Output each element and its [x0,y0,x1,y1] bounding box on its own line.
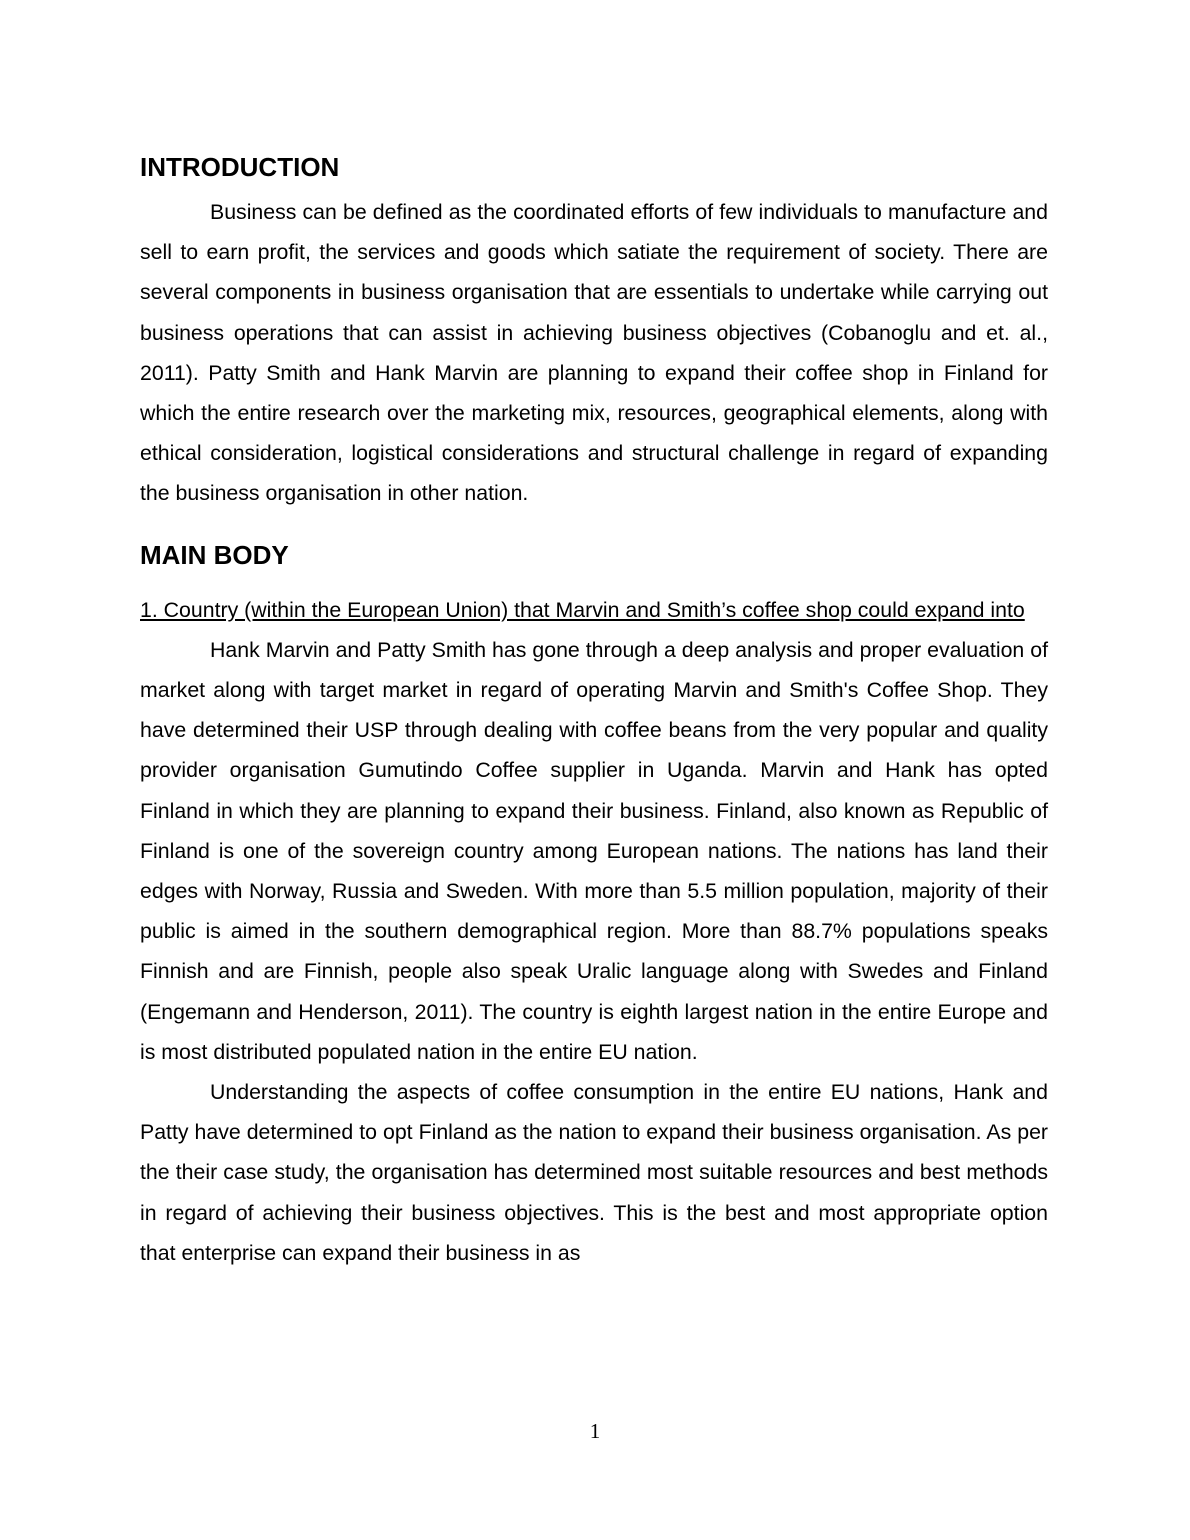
body-paragraph-2: Understanding the aspects of coffee consumption in the entire EU nations, Hank and Patty have determined to opt Finland as the nation to expand their business organisation. As per the their case study, the organisation has determined most suitable resources and best methods in regard of achieving their business objectives. This is the best and most appropriate option that enterprise can expand their business in as [140,1080,1048,1265]
body-paragraph-1: Hank Marvin and Patty Smith has gone through a deep analysis and proper evaluation of market along with target market in regard of operating Marvin and Smith's Coffee Shop. They have determined their USP through dealing with coffee beans from the very popular and quality provider organisation Gumutindo Coffee supplier in Uganda. Marvin and Hank has opted Finland in which they are planning to expand their business. Finland, also known as Republic of Finland is one of the sovereign country among European nations. The nations has land their edges with Norway, Russia and Sweden. With more than 5.5 million population, majority of their public is aimed in the southern demographical region. More than 88.7% populations speaks Finnish and are Finnish, people also speak Uralic language along with Swedes and Finland (Engemann and Henderson, 2011). The country is eighth largest nation in the entire Europe and is most distributed populated nation in the entire EU nation. [140,637,1048,1064]
main-body-heading: MAIN BODY [140,539,289,570]
page-content [140,148,1048,1273]
introduction-heading: INTRODUCTION [140,152,340,182]
page-number: 1 [589,1419,601,1443]
introduction-paragraph: Business can be defined as the coordinated efforts of few individuals to manufacture and sell to earn profit, the services and goods which satiate the requirement of society. There are several components in business organisation that are essentials to undertake while carrying out business operations that can assist in achieving business objectives (Cobanoglu and et. al., 2011). Patty Smith and Hank Marvin are planning to expand their coffee shop in Finland for which the entire research over the marketing mix, resources, geographical elements, along with ethical consideration, logistical considerations and structural challenge in regard of expanding the business organisation in other nation. [140,200,1048,506]
section-1-heading: 1. Country (within the European Union) that Marvin and Smith’s coffee shop could expand into [140,597,1025,622]
